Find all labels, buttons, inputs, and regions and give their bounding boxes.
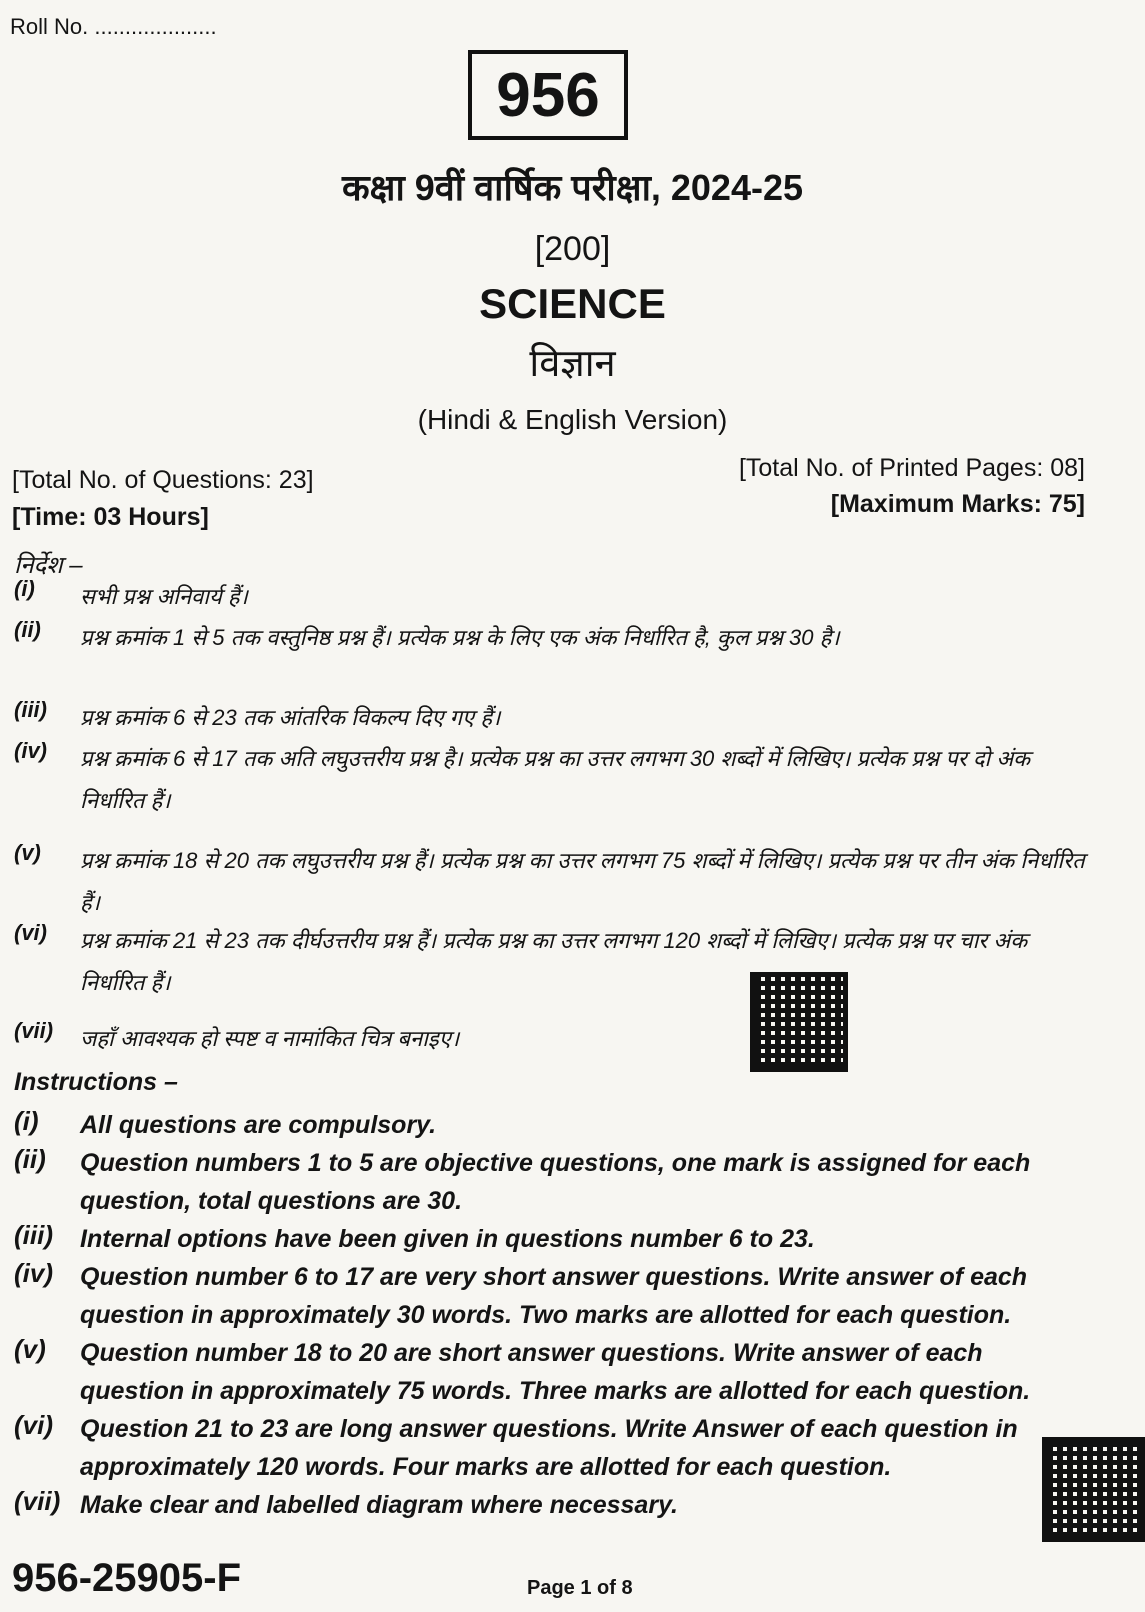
item-number: (v) [14, 1334, 46, 1364]
version-note: (Hindi & English Version) [417, 404, 728, 435]
footer-paper-code: 956-25905-F [12, 1556, 242, 1600]
item-text: प्रश्न क्रमांक 1 से 5 तक वस्तुनिष्ठ प्रश्न हैं। प्रत्येक प्रश्न के लिए एक अंक निर्धारित है, कुल प्रश्न 30 है। [80, 625, 840, 650]
item-text: Question number 6 to 17 are very short answer questions. Write answer of each question in approximately 30 words. Two marks are allotted for each question. [80, 1263, 1028, 1329]
english-instructions-heading: Instructions – [14, 1068, 178, 1096]
item-text: Question numbers 1 to 5 are objective questions, one mark is assigned for each question, total questions are 30. [80, 1149, 1031, 1215]
subject-code: [200] [534, 230, 611, 268]
item-text: प्रश्न क्रमांक 18 से 20 तक लघुउत्तरीय प्रश्न हैं। प्रत्येक प्रश्न का उत्तर लगभग 75 शब्दों में लिखिए। प्रत्येक प्रश्न पर तीन अंक निर्धारित हैं। [80, 848, 1085, 915]
printed-pages: [Total No. of Printed Pages: 08] [738, 454, 1085, 482]
item-text: Question 21 to 23 are long answer questions. Write Answer of each question in approximately 120 words. Four marks are allotted for each question. [80, 1415, 1018, 1481]
page-number: Page 1 of 8 [527, 1577, 633, 1599]
hindi-instructions-heading: निर्देश – [14, 552, 83, 579]
paper-code: 956 [468, 50, 628, 140]
qr-code-icon [1042, 1437, 1145, 1542]
subject-title-hindi: विज्ञान [529, 343, 616, 385]
item-number: (vii) [14, 1018, 54, 1043]
qr-code-icon [750, 972, 848, 1072]
item-text: Internal options have been given in questions number 6 to 23. [80, 1225, 815, 1253]
item-text: Question number 18 to 20 are short answer questions. Write answer of each question in approximately 75 words. Three marks are allotted for each question. [80, 1339, 1031, 1405]
item-number: (iv) [14, 738, 47, 763]
item-number: (ii) [14, 617, 41, 642]
item-text: प्रश्न क्रमांक 21 से 23 तक दीर्घउत्तरीय प्रश्न हैं। प्रत्येक प्रश्न का उत्तर लगभग 120 शब्दों में लिखिए। प्रत्येक प्रश्न पर चार अंक निर्धारित हैं। [80, 928, 1028, 995]
item-number: (vii) [14, 1486, 61, 1516]
item-number: (vi) [14, 920, 47, 945]
exam-title: कक्षा 9वीं वार्षिक परीक्षा, 2024-25 [341, 167, 804, 208]
item-number: (vi) [14, 1410, 53, 1440]
item-text: प्रश्न क्रमांक 6 से 17 तक अति लघुउत्तरीय प्रश्न है। प्रत्येक प्रश्न का उत्तर लगभग 30 शब्दों में लिखिए। प्रत्येक प्रश्न पर दो अंक निर्धारित हैं। [80, 746, 1031, 813]
item-number: (i) [14, 576, 35, 601]
item-number: (iv) [14, 1258, 53, 1288]
maximum-marks: [Maximum Marks: 75] [830, 490, 1085, 518]
subject-title-english: SCIENCE [479, 280, 666, 327]
item-number: (i) [14, 1106, 39, 1136]
item-number: (v) [14, 840, 41, 865]
item-number: (iii) [14, 697, 47, 722]
roll-number-field: Roll No. .................... [10, 14, 217, 39]
item-number: (ii) [14, 1144, 46, 1174]
item-number: (iii) [14, 1220, 53, 1250]
item-text: सभी प्रश्न अनिवार्य हैं। [80, 584, 248, 609]
item-text: Make clear and labelled diagram where necessary. [80, 1491, 678, 1519]
item-text: All questions are compulsory. [80, 1111, 437, 1139]
item-text: प्रश्न क्रमांक 6 से 23 तक आंतरिक विकल्प दिए गए हैं। [80, 705, 501, 730]
total-questions: [Total No. of Questions: 23] [12, 466, 314, 494]
time-allowed: [Time: 03 Hours] [12, 503, 209, 531]
item-text: जहाँ आवश्यक हो स्पष्ट व नामांकित चित्र बनाइए। [80, 1026, 460, 1051]
